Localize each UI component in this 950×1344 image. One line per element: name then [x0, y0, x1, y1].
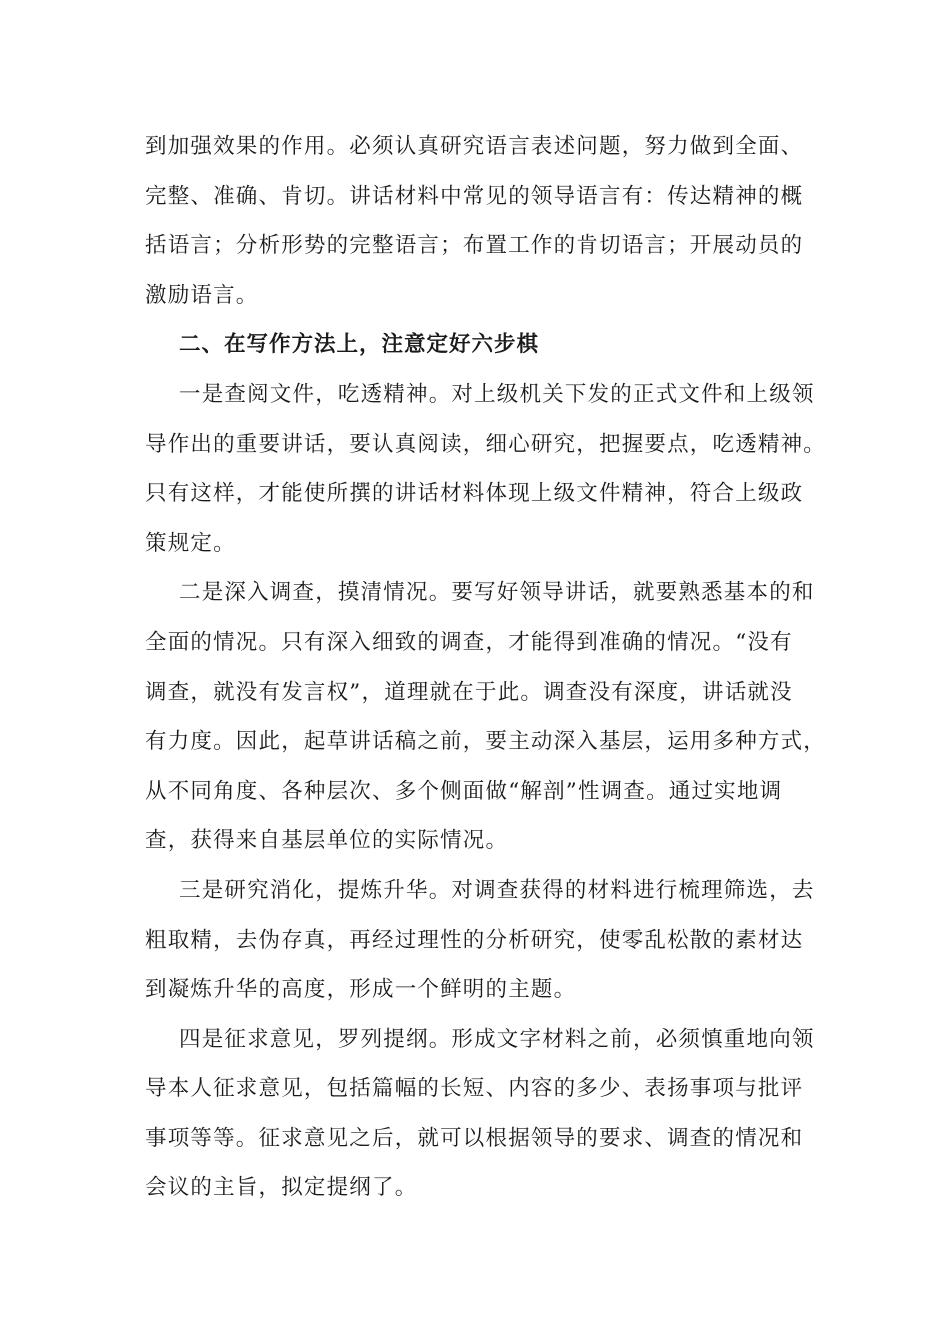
text-line: 策规定。: [145, 530, 236, 556]
text-line: 只有这样，才能使所撰的讲话材料体现上级文件精神，符合上级政: [145, 481, 804, 507]
paragraph: [145, 1015, 825, 1213]
text-line: 从不同角度、各种层次、多个侧面做“解剖”性调查。通过实地调: [145, 778, 783, 804]
text-line: 查，获得来自基层单位的实际情况。: [145, 828, 509, 854]
text-line: 一是查阅文件，吃透精神。对上级机关下发的正式文件和上级领: [179, 381, 815, 407]
text-line: 事项等等。征求意见之后，就可以根据领导的要求、调查的情况和: [145, 1125, 804, 1151]
heading-text: 二、在写作方法上，注意定好六步棋: [179, 332, 540, 358]
text-line: 二是深入调查，摸清情况。要写好领导讲话，就要熟悉基本的和: [179, 580, 815, 606]
text-line: 有力度。因此，起草讲话稿之前，要主动深入基层，运用多种方式，: [145, 729, 827, 755]
text-line: 调查，就没有发言权”，道理就在于此。调查没有深度，讲话就没: [145, 679, 793, 705]
text-line: 括语言；分析形势的完整语言；布置工作的肯切语言；开展动员的: [145, 233, 804, 259]
paragraph: [145, 122, 825, 320]
text-line: 全面的情况。只有深入细致的调查，才能得到准确的情况。“没有: [145, 629, 793, 655]
text-line: 完整、准确、肯切。讲话材料中常见的领导语言有：传达精神的概: [145, 183, 804, 209]
paragraph: [145, 370, 825, 568]
text-line: 三是研究消化，提炼升华。对调查获得的材料进行梳理筛选，去: [179, 877, 815, 903]
text-line: 到凝炼升华的高度，形成一个鲜明的主题。: [145, 977, 577, 1003]
text-line: 导作出的重要讲话，要认真阅读，细心研究，把握要点，吃透精神。: [145, 431, 827, 457]
text-line: 导本人征求意见，包括篇幅的长短、内容的多少、表扬事项与批评: [145, 1076, 804, 1102]
text-line: 粗取精，去伪存真，再经过理性的分析研究，使零乱松散的素材达: [145, 927, 804, 953]
text-line: 激励语言。: [145, 282, 259, 308]
paragraph: [145, 568, 825, 866]
section-heading: [145, 320, 825, 370]
paragraph: [145, 866, 825, 1015]
document-body: [145, 122, 825, 1213]
text-line: 到加强效果的作用。必须认真研究语言表述问题，努力做到全面、: [145, 134, 804, 159]
text-line: 会议的主旨，拟定提纲了。: [145, 1175, 418, 1201]
text-line: 四是征求意见，罗列提纲。形成文字材料之前，必须慎重地向领: [179, 1026, 815, 1052]
